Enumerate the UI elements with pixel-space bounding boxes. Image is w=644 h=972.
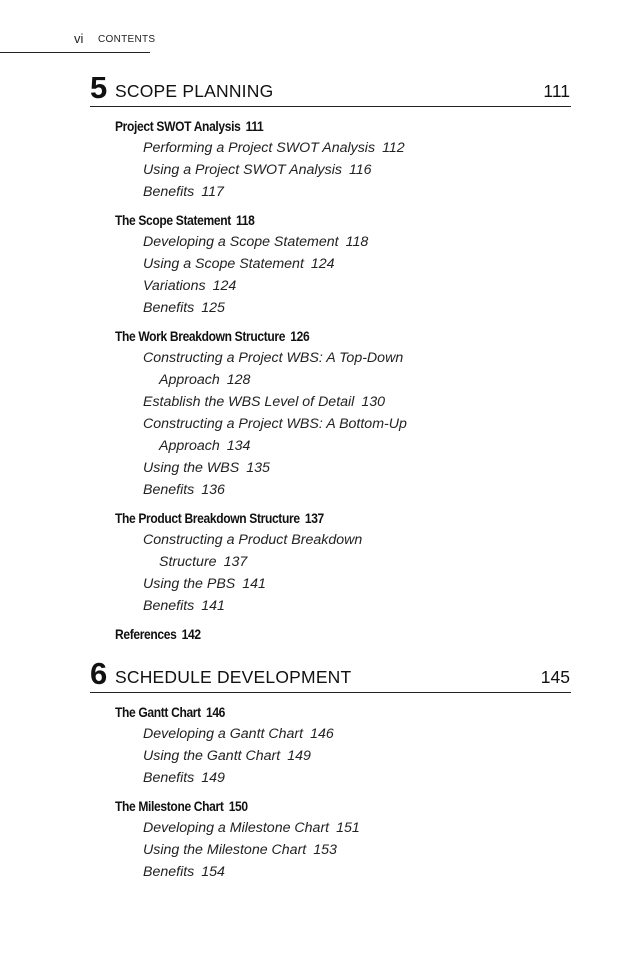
entry-title: Benefits: [143, 482, 195, 498]
chapter-title: SCHEDULE DEVELOPMENT: [115, 667, 352, 687]
toc-entry[interactable]: [143, 297, 571, 319]
toc-section: [115, 325, 571, 501]
entry-title: Constructing a Project WBS: A Bottom-Up: [143, 416, 407, 432]
toc-entry[interactable]: [143, 573, 571, 595]
entry-page: 149: [201, 770, 225, 786]
toc-entry[interactable]: [143, 253, 571, 275]
page-number: vi: [74, 31, 84, 46]
section-title: The Gantt Chart: [115, 704, 201, 720]
entry-title: Developing a Scope Statement: [143, 234, 339, 250]
entry-page: 137: [223, 554, 248, 570]
toc-section: [115, 507, 571, 617]
toc-entry[interactable]: [143, 529, 571, 573]
toc-entry[interactable]: [143, 413, 571, 457]
entry-page: 136: [201, 482, 225, 498]
section-heading[interactable]: [115, 701, 507, 723]
section-page: 126: [290, 328, 310, 344]
toc-section: [115, 623, 571, 645]
chapter-number: 5: [90, 70, 108, 105]
toc-entry[interactable]: [143, 275, 571, 297]
toc-entry[interactable]: [143, 159, 571, 181]
entry-title: Using a Project SWOT Analysis: [143, 162, 342, 178]
entry-title: Benefits: [143, 300, 195, 316]
chapter-page: 111: [543, 81, 570, 101]
entry-title: Using the WBS: [143, 460, 240, 476]
entry-title: Developing a Gantt Chart: [143, 726, 304, 742]
entry-title: Using the Gantt Chart: [143, 748, 281, 764]
toc-entry[interactable]: [143, 347, 571, 391]
entry-title-continued: Approach: [159, 438, 220, 454]
entry-page: 146: [310, 726, 334, 742]
entry-title: Using a Scope Statement: [143, 256, 304, 272]
section-heading[interactable]: [115, 115, 507, 137]
entry-page: 141: [201, 598, 225, 614]
toc-entry[interactable]: [143, 479, 571, 501]
entry-page: 151: [336, 820, 360, 836]
section-title: The Product Breakdown Structure: [115, 510, 300, 526]
entry-page: 141: [242, 576, 266, 592]
entry-title: Variations: [143, 278, 206, 294]
section-page: 118: [236, 212, 255, 228]
entry-title: Performing a Project SWOT Analysis: [143, 140, 376, 156]
entry-title-continued: Structure: [159, 554, 217, 570]
entry-title: Constructing a Project WBS: A Top-Down: [143, 350, 404, 366]
section-heading[interactable]: [115, 325, 507, 347]
entry-title: Using the PBS: [143, 576, 236, 592]
section-heading[interactable]: [115, 795, 507, 817]
toc-entry[interactable]: [143, 767, 571, 789]
entry-title: Using the Milestone Chart: [143, 842, 307, 858]
section-heading[interactable]: [115, 623, 507, 645]
section-title: The Milestone Chart: [115, 798, 224, 814]
entry-page: 125: [201, 300, 225, 316]
entry-title: Developing a Milestone Chart: [143, 820, 330, 836]
toc-entry[interactable]: [143, 745, 571, 767]
toc-entry[interactable]: [143, 181, 571, 203]
entry-title: Benefits: [143, 864, 195, 880]
entry-title: Benefits: [143, 770, 195, 786]
toc-entry[interactable]: [143, 457, 571, 479]
entry-title-continued: Approach: [159, 372, 220, 388]
section-page: 142: [181, 626, 201, 642]
chapter-title: SCOPE PLANNING: [115, 81, 274, 101]
toc-entry[interactable]: [143, 723, 571, 745]
toc-section: [115, 701, 571, 789]
entry-title: Establish the WBS Level of Detail: [143, 394, 355, 410]
toc-entry[interactable]: [143, 839, 571, 861]
section-title: The Scope Statement: [115, 212, 231, 228]
toc-entry[interactable]: [143, 391, 571, 413]
entry-page: 118: [345, 234, 369, 250]
entry-page: 135: [246, 460, 270, 476]
entry-page: 112: [382, 140, 405, 156]
section-heading[interactable]: [115, 507, 507, 529]
chapter-5: [90, 70, 571, 645]
toc-entry[interactable]: [143, 595, 571, 617]
entry-page: 130: [361, 394, 386, 410]
section-title: The Work Breakdown Structure: [115, 328, 286, 344]
running-head: [0, 0, 156, 53]
running-head-label: CONTENTS: [98, 34, 156, 45]
toc-entry[interactable]: [143, 231, 571, 253]
chapter-heading: [90, 656, 571, 693]
entry-page: 149: [287, 748, 311, 764]
section-page: 137: [304, 510, 324, 526]
chapter-page: 145: [540, 667, 570, 687]
entry-page: 154: [201, 864, 225, 880]
section-heading[interactable]: [115, 209, 507, 231]
entry-page: 153: [313, 842, 337, 858]
entry-title: Benefits: [143, 184, 195, 200]
section-page: 150: [228, 798, 248, 814]
entry-title: Constructing a Product Breakdown: [143, 532, 363, 548]
toc-section: [115, 115, 571, 203]
toc-entry[interactable]: [143, 817, 571, 839]
chapter-heading: [90, 70, 571, 107]
section-title: Project SWOT Analysis: [115, 118, 241, 134]
entry-page: 128: [226, 372, 251, 388]
entry-page: 124: [212, 278, 237, 294]
section-page: 146: [205, 704, 226, 720]
toc-section: [115, 209, 571, 319]
chapter-number: 6: [90, 656, 108, 691]
entry-page: 134: [226, 438, 251, 454]
section-title: References: [115, 626, 177, 642]
toc-section: [115, 795, 571, 883]
toc-entry[interactable]: [143, 137, 571, 159]
entry-page: 116: [348, 162, 372, 178]
chapter-6: [90, 656, 571, 883]
section-page: 111: [245, 118, 264, 134]
entry-page: 124: [310, 256, 335, 272]
entry-page: 117: [201, 184, 224, 200]
entry-title: Benefits: [143, 598, 195, 614]
toc-entry[interactable]: [143, 861, 571, 883]
